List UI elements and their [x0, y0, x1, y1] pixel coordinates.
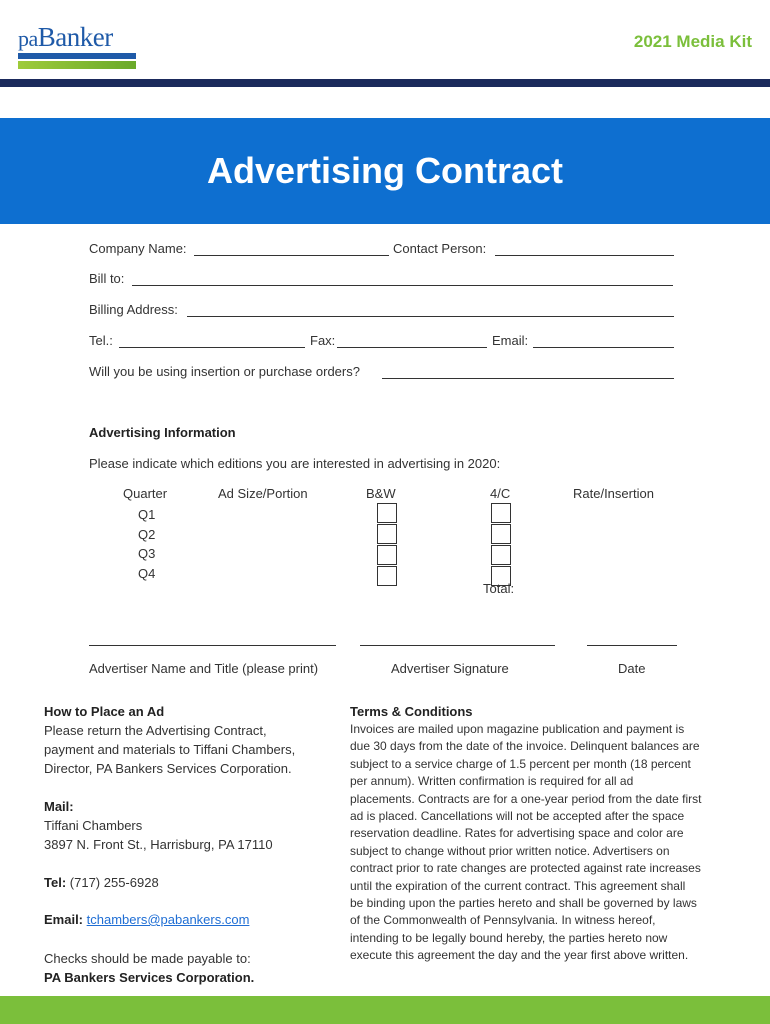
- terms-line: Invoices are mailed upon magazine publication and payment is: [350, 722, 685, 736]
- how-to-line-2: payment and materials to Tiffani Chambers,: [44, 742, 296, 757]
- mail-address: 3897 N. Front St., Harrisburg, PA 17110: [44, 837, 273, 852]
- tel-field[interactable]: [119, 347, 305, 348]
- media-kit-label: 2021 Media Kit: [633, 32, 752, 51]
- bill-to-label: Bill to:: [89, 271, 125, 286]
- terms-line: subject to a service charge of 1.5 percent per month (18 percent: [350, 756, 691, 771]
- advertising-info-title: Advertising Information: [89, 425, 236, 440]
- billing-address-label: Billing Address:: [89, 302, 178, 317]
- bw-header: B&W: [366, 486, 396, 501]
- company-name-field[interactable]: [194, 255, 389, 256]
- contact-person-field[interactable]: [495, 255, 674, 256]
- pabanker-logo: [18, 24, 136, 69]
- quarter-q4: Q4: [138, 565, 156, 581]
- advertiser-name-caption: Advertiser Name and Title (please print): [89, 661, 319, 676]
- terms-line: reservation deadline. Rates for advertising space and color are: [350, 826, 684, 841]
- page-title: Advertising Contract: [206, 150, 564, 191]
- insertion-question-label: Will you be using insertion or purchase orders?: [89, 364, 360, 379]
- terms-line: contract prior to rate changes are protected against rate increases: [350, 861, 701, 876]
- advertiser-signature-line[interactable]: [360, 645, 555, 646]
- terms-line: due 30 days from the date of the invoice. Delinquent balances are: [350, 739, 700, 754]
- how-to-line-1: Please return the Advertising Contract,: [44, 723, 267, 738]
- terms-title: Terms & Conditions: [350, 704, 473, 719]
- tel-contact-value: (717) 255-6928: [69, 875, 159, 890]
- quarter-q2: Q2: [138, 526, 156, 542]
- bw-checkbox-q2[interactable]: [377, 524, 397, 544]
- checks-section: [44, 949, 254, 987]
- contact-person-label: Contact Person:: [393, 241, 487, 256]
- rate-header: Rate/Insertion: [573, 486, 654, 501]
- mail-label: Mail:: [44, 799, 74, 814]
- email-section: [44, 910, 249, 929]
- bw-checkbox-q4[interactable]: [377, 566, 397, 586]
- terms-line: of the Commonwealth of Pennsylvania. In witness hereof,: [350, 913, 656, 928]
- logo-green-swoosh: [18, 61, 136, 69]
- 4c-header: 4/C: [490, 486, 511, 501]
- fax-field[interactable]: [337, 347, 487, 348]
- date-caption: Date: [618, 661, 646, 676]
- how-to-title: How to Place an Ad: [44, 704, 165, 719]
- email-label: Email:: [492, 333, 529, 348]
- company-name-label: Company Name:: [89, 241, 187, 256]
- quarter-header: Quarter: [123, 486, 168, 501]
- quarter-q3: Q3: [138, 546, 156, 561]
- bill-to-field[interactable]: [132, 285, 673, 286]
- 4c-checkbox-q2[interactable]: [491, 524, 511, 544]
- fax-label: Fax:: [310, 333, 336, 348]
- mail-name: Tiffani Chambers: [44, 818, 143, 833]
- email-contact-link[interactable]: tchambers@pabankers.com: [86, 912, 250, 927]
- terms-line: intending to be legally bound hereby, the parties hereto now: [350, 930, 668, 945]
- checks-line-1: Checks should be made payable to:: [44, 951, 251, 966]
- insertion-answer-field[interactable]: [382, 378, 674, 379]
- email-contact-label: Email:: [44, 912, 84, 927]
- date-line[interactable]: [587, 645, 677, 646]
- bw-checkbox-q3[interactable]: [377, 545, 397, 565]
- total-label: Total:: [483, 581, 515, 596]
- terms-line: ad is placed. Cancellations will not be accepted after the space: [350, 809, 685, 824]
- 4c-checkbox-q3[interactable]: [491, 545, 511, 565]
- terms-line: placements. Contracts are for a one-year period from the date first: [350, 791, 702, 806]
- logo-pa: pa: [18, 26, 38, 51]
- logo-banker: Banker: [37, 22, 113, 52]
- advertiser-name-line[interactable]: [89, 645, 336, 646]
- footer-bar: [0, 996, 770, 1024]
- how-to-place-section: [44, 702, 344, 778]
- checks-line-2: PA Bankers Services Corporation.: [44, 970, 255, 985]
- tel-label: Tel.:: [89, 333, 113, 348]
- terms-line: execute this agreement the day and the year first above written.: [350, 948, 689, 963]
- tel-contact-label: Tel:: [44, 875, 67, 890]
- quarter-q1: Q1: [138, 507, 156, 522]
- mail-section: [44, 797, 344, 854]
- bw-checkbox-q1[interactable]: [377, 503, 397, 523]
- quarter-list: [138, 505, 155, 583]
- terms-line: subject to change without prior written notice. Advertisers on: [350, 843, 670, 858]
- terms-line: per annum). Written confirmation is required for all ad: [350, 774, 634, 789]
- 4c-checkbox-q1[interactable]: [491, 503, 511, 523]
- terms-section: [350, 702, 740, 965]
- logo-tagline-bar: [18, 53, 136, 59]
- terms-body: [350, 721, 740, 965]
- ad-size-header: Ad Size/Portion: [218, 486, 308, 501]
- advertiser-signature-caption: Advertiser Signature: [391, 661, 509, 676]
- how-to-line-3: Director, PA Bankers Services Corporation.: [44, 761, 292, 776]
- terms-line: until the expiration of the current contract. This agreement shall: [350, 878, 686, 893]
- advertising-instruction: Please indicate which editions you are interested in advertising in 2020:: [89, 456, 501, 471]
- header-rule: [0, 79, 770, 87]
- tel-section: [44, 873, 159, 892]
- billing-address-field[interactable]: [187, 316, 674, 317]
- logo-wordmark: [18, 24, 136, 51]
- terms-line: be binding upon the parties hereto and shall be governed by laws: [350, 896, 697, 911]
- email-field[interactable]: [533, 347, 674, 348]
